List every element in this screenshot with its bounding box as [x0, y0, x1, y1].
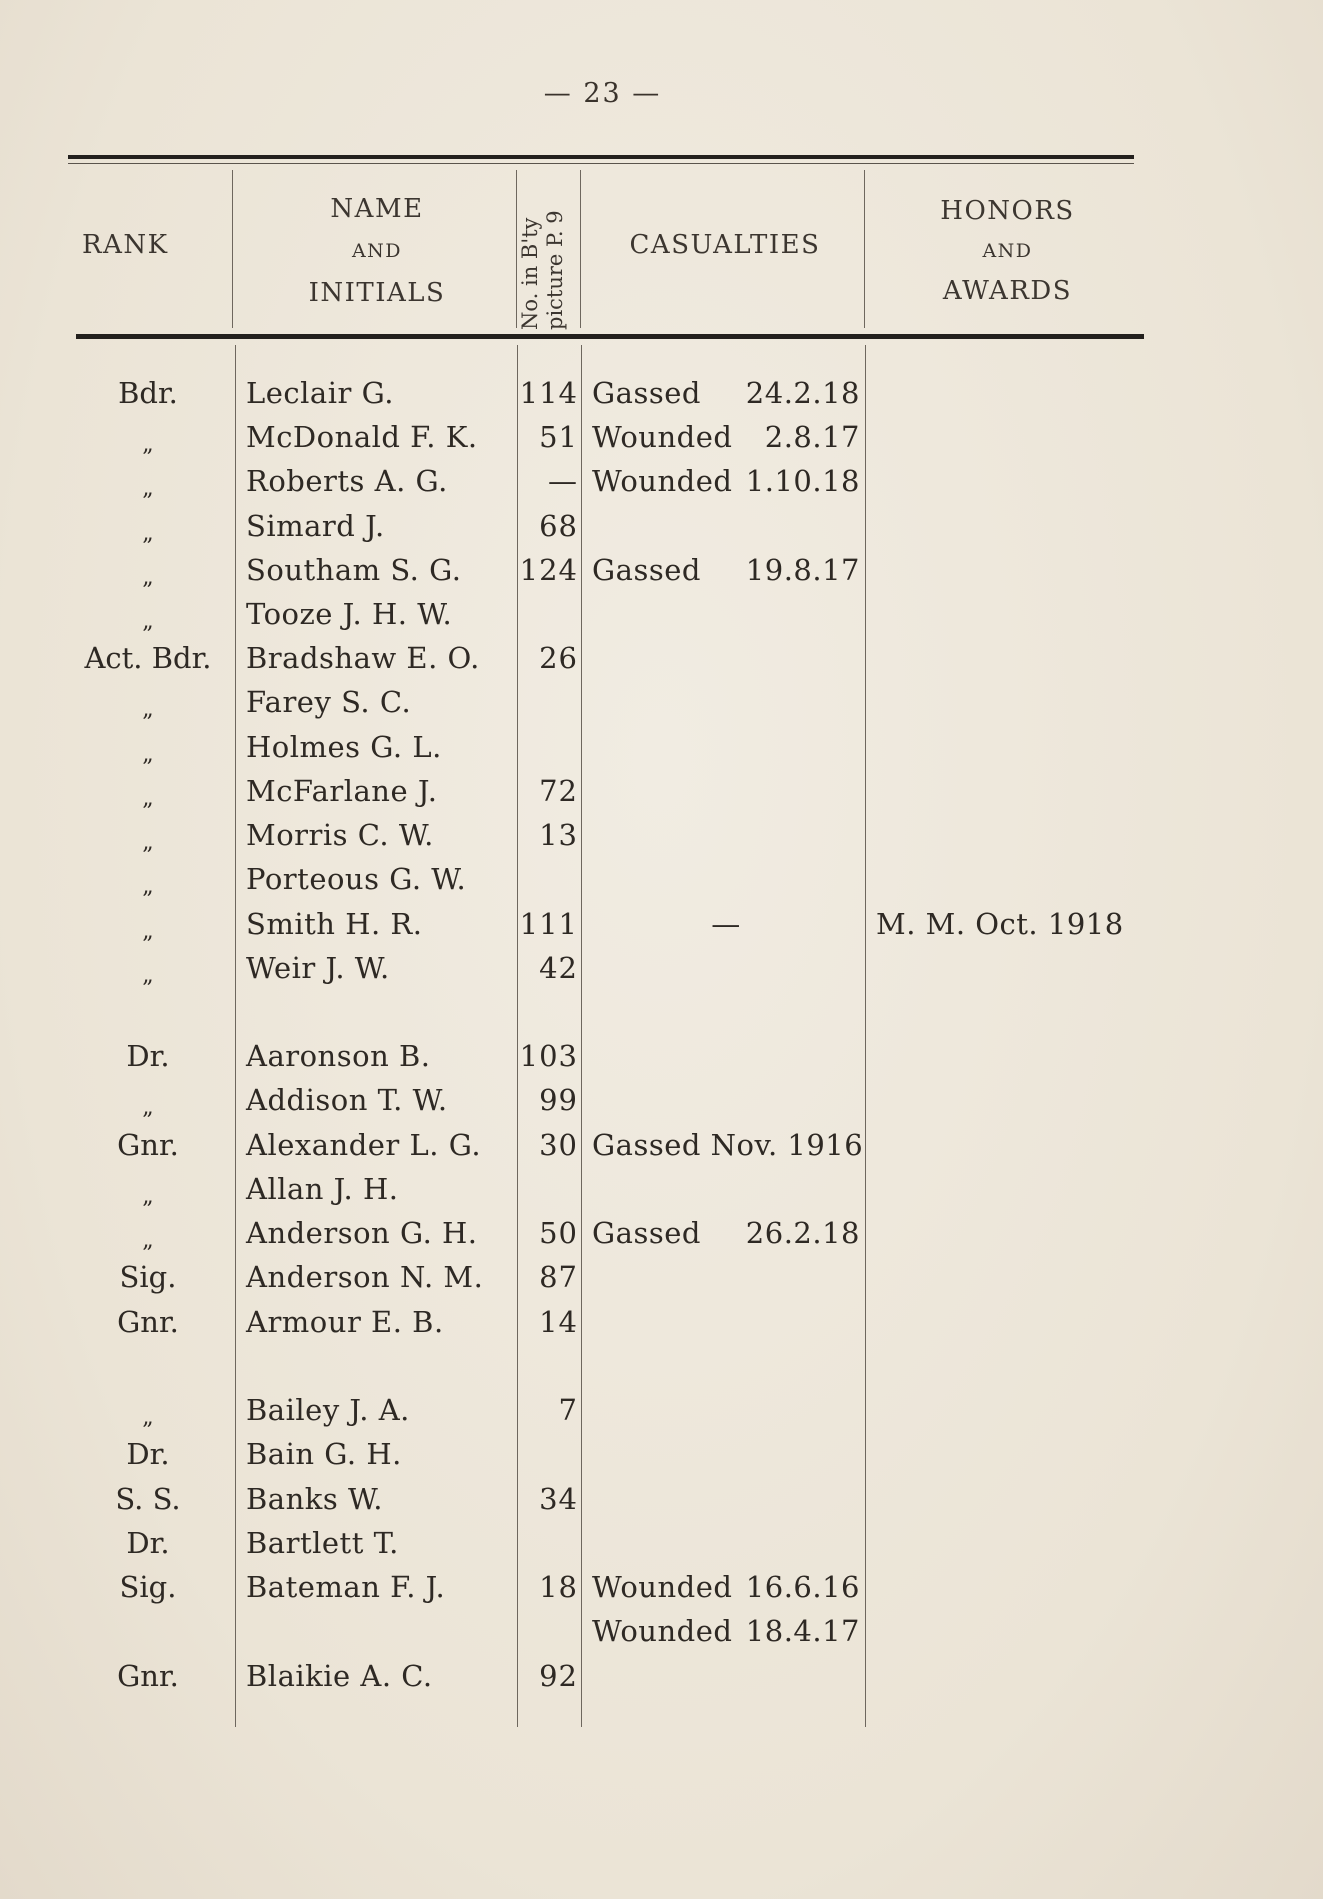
- table-row: [0, 730, 1323, 774]
- header-name-line3: INITIALS: [308, 278, 446, 308]
- picture-number-cell: 14: [539, 1305, 578, 1339]
- casualty-cell: [592, 1570, 860, 1604]
- name-cell: Roberts A. G.: [246, 464, 448, 498]
- casualty-cell: [592, 1128, 864, 1162]
- table-row: [0, 1614, 1323, 1658]
- header-honors-line2: AND: [982, 240, 1033, 262]
- table-row: [0, 1128, 1323, 1172]
- name-cell: Morris C. W.: [246, 818, 434, 852]
- rank-cell: Dr.: [126, 1437, 170, 1471]
- name-cell: Weir J. W.: [246, 951, 390, 985]
- name-cell: Porteous G. W.: [246, 862, 467, 896]
- top-thin-rule: [68, 163, 1134, 164]
- casualty-cell: [592, 1216, 860, 1250]
- rank-cell: Act. Bdr.: [84, 641, 212, 675]
- casualty-type: —: [711, 907, 741, 941]
- table-row: [0, 509, 1323, 553]
- name-cell: Armour E. B.: [246, 1305, 444, 1339]
- name-cell: Leclair G.: [246, 376, 394, 410]
- casualty-date: 16.6.16: [745, 1570, 860, 1604]
- rank-cell: „: [142, 786, 154, 811]
- table-row: [0, 1039, 1323, 1083]
- name-cell: Bradshaw E. O.: [246, 641, 480, 675]
- header-honors-line1: HONORS: [940, 196, 1075, 226]
- name-cell: Bateman F. J.: [246, 1570, 446, 1604]
- rank-cell: Gnr.: [117, 1128, 179, 1162]
- header-honors: [870, 191, 1145, 311]
- name-cell: Alexander L. G.: [246, 1128, 482, 1162]
- picture-number-cell: 99: [539, 1083, 578, 1117]
- name-cell: Allan J. H.: [246, 1172, 399, 1206]
- table-row: [0, 951, 1323, 995]
- rank-cell: „: [142, 830, 154, 855]
- header-divider-1: [232, 170, 233, 328]
- rank-cell: „: [142, 963, 154, 988]
- table-row: [0, 818, 1323, 862]
- table-row: [0, 1482, 1323, 1526]
- rank-cell: „: [142, 521, 154, 546]
- table-row: [0, 1526, 1323, 1570]
- table-row: [0, 420, 1323, 464]
- honor-cell: M. M. Oct. 1918: [876, 907, 1124, 941]
- rank-cell: Dr.: [126, 1526, 170, 1560]
- casualty-type: Gassed: [592, 1216, 701, 1250]
- name-cell: McFarlane J.: [246, 774, 438, 808]
- name-cell: McDonald F. K.: [246, 420, 478, 454]
- rank-cell: Gnr.: [117, 1659, 179, 1693]
- rank-cell: „: [142, 919, 154, 944]
- picture-number-cell: 13: [539, 818, 578, 852]
- name-cell: Addison T. W.: [246, 1083, 448, 1117]
- page-number: — 23 —: [543, 78, 662, 109]
- table-row: [0, 376, 1323, 420]
- picture-number-cell: 92: [539, 1659, 578, 1693]
- header-number: [518, 160, 568, 330]
- name-cell: Tooze J. H. W.: [246, 597, 453, 631]
- table-row: [0, 1172, 1323, 1216]
- table-row: [0, 1393, 1323, 1437]
- casualty-cell: [592, 420, 860, 454]
- casualty-date: 19.8.17: [745, 553, 860, 587]
- name-cell: Farey S. C.: [246, 685, 412, 719]
- name-cell: Simard J.: [246, 509, 385, 543]
- picture-number-cell: 50: [539, 1216, 578, 1250]
- casualty-type: Gassed: [592, 553, 701, 587]
- table-row: [0, 1659, 1323, 1703]
- header-honors-line3: AWARDS: [942, 276, 1073, 306]
- picture-number-cell: 68: [539, 509, 578, 543]
- table-row: [0, 641, 1323, 685]
- rank-cell: „: [142, 565, 154, 590]
- table-row: [0, 907, 1323, 951]
- picture-number-cell: 26: [539, 641, 578, 675]
- table-row: [0, 464, 1323, 508]
- rank-cell: „: [142, 1405, 154, 1430]
- casualty-date: 2.8.17: [764, 420, 860, 454]
- rank-cell: „: [142, 697, 154, 722]
- picture-number-cell: 51: [539, 420, 578, 454]
- casualty-type: Wounded: [592, 1570, 733, 1604]
- rank-cell: „: [142, 1184, 154, 1209]
- rank-cell: Sig.: [119, 1570, 177, 1604]
- name-cell: Aaronson B.: [246, 1039, 431, 1073]
- header-rank: RANK: [82, 230, 169, 260]
- header-name-line2: AND: [351, 240, 403, 262]
- casualty-type: Gassed: [592, 376, 701, 410]
- casualty-cell: [592, 553, 860, 587]
- table-row: [0, 685, 1323, 729]
- table-row: [0, 1437, 1323, 1481]
- name-cell: Anderson G. H.: [246, 1216, 478, 1250]
- casualty-cell: [592, 464, 860, 498]
- rank-cell: „: [142, 874, 154, 899]
- casualty-date: 26.2.18: [745, 1216, 860, 1250]
- picture-number-cell: 114: [519, 376, 578, 410]
- header-bottom-rule: [76, 334, 1144, 339]
- casualty-type: Wounded: [592, 1614, 733, 1648]
- casualty-cell: [592, 376, 860, 410]
- name-cell: Bain G. H.: [246, 1437, 402, 1471]
- picture-number-cell: 87: [539, 1260, 578, 1294]
- picture-number-cell: —: [548, 464, 578, 498]
- picture-number-cell: 18: [539, 1570, 578, 1604]
- table-row: [0, 862, 1323, 906]
- picture-number-cell: 124: [519, 553, 578, 587]
- name-cell: Bailey J. A.: [246, 1393, 410, 1427]
- top-double-rule: [68, 155, 1134, 159]
- name-cell: Blaikie A. C.: [246, 1659, 433, 1693]
- header-number-line1: No. in B'ty: [518, 217, 542, 330]
- picture-number-cell: 103: [519, 1039, 578, 1073]
- name-cell: Southam S. G.: [246, 553, 462, 587]
- casualty-cell: [592, 907, 860, 941]
- table-row: [0, 1260, 1323, 1304]
- casualty-type: Wounded: [592, 464, 733, 498]
- name-cell: Anderson N. M.: [246, 1260, 484, 1294]
- header-divider-3: [580, 170, 581, 328]
- table-row: [0, 1570, 1323, 1614]
- name-cell: Holmes G. L.: [246, 730, 442, 764]
- casualty-date: 24.2.18: [745, 376, 860, 410]
- picture-number-cell: 7: [558, 1393, 578, 1427]
- header-casualties: CASUALTIES: [629, 230, 821, 260]
- picture-number-cell: 111: [519, 907, 578, 941]
- table-row: [0, 774, 1323, 818]
- picture-number-cell: 72: [539, 774, 578, 808]
- table-row: [0, 1083, 1323, 1127]
- picture-number-cell: 34: [539, 1482, 578, 1516]
- name-cell: Banks W.: [246, 1482, 383, 1516]
- picture-number-cell: 42: [539, 951, 578, 985]
- rank-cell: „: [142, 1228, 154, 1253]
- rank-cell: Bdr.: [118, 376, 178, 410]
- rank-cell: „: [142, 609, 154, 634]
- rank-cell: S. S.: [115, 1482, 181, 1516]
- casualty-date: 18.4.17: [745, 1614, 860, 1648]
- rank-cell: Gnr.: [117, 1305, 179, 1339]
- rank-cell: „: [142, 742, 154, 767]
- table-row: [0, 1216, 1323, 1260]
- header-number-line2: picture P. 9: [543, 210, 567, 330]
- header-name-line1: NAME: [330, 194, 424, 224]
- name-cell: Smith H. R.: [246, 907, 423, 941]
- rank-cell: Sig.: [119, 1260, 177, 1294]
- rank-cell: „: [142, 1095, 154, 1120]
- name-cell: Bartlett T.: [246, 1526, 399, 1560]
- table-row: [0, 553, 1323, 597]
- picture-number-cell: 30: [539, 1128, 578, 1162]
- table-row: [0, 597, 1323, 641]
- rank-cell: „: [142, 432, 154, 457]
- header-name: [236, 188, 518, 314]
- casualty-cell: [592, 1614, 860, 1648]
- rank-cell: „: [142, 476, 154, 501]
- casualty-date: 1.10.18: [745, 464, 860, 498]
- casualty-type: Gassed Nov. 1916: [592, 1128, 864, 1162]
- rank-cell: Dr.: [126, 1039, 170, 1073]
- casualty-type: Wounded: [592, 420, 733, 454]
- table-row: [0, 1305, 1323, 1349]
